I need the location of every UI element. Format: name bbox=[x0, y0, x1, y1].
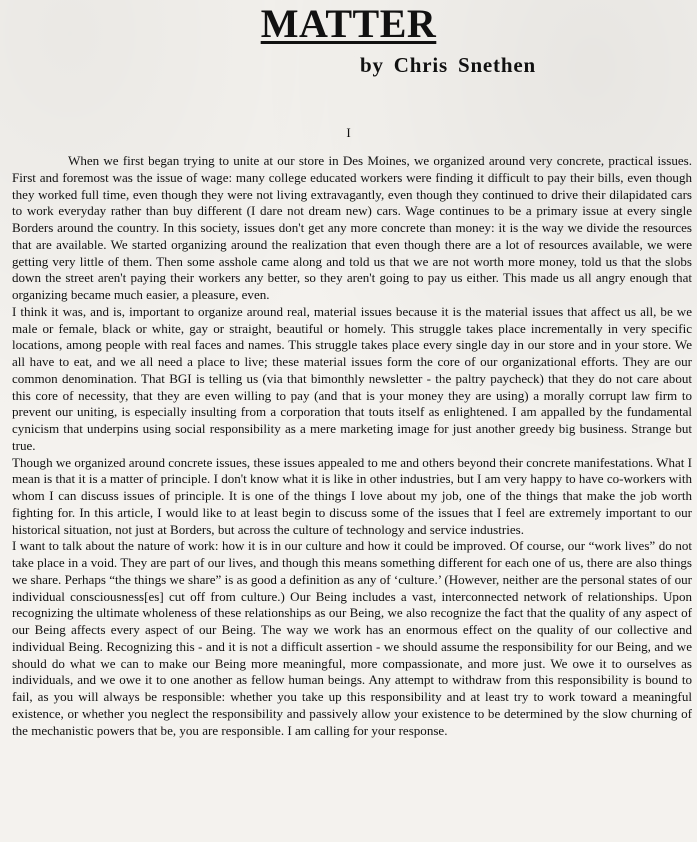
byline-by: by bbox=[360, 53, 384, 77]
byline bbox=[360, 52, 536, 78]
article-title-text: MATTER bbox=[260, 1, 437, 46]
article-title bbox=[0, 2, 697, 46]
paragraph-3: Though we organized around concrete issues, these issues appealed to me and others beyond their concrete manifestations. What I mean is that it is a matter of principle. I don't know what it is like in other industries, but I am very happy to have co-workers with whom I can discuss issues of principle. It is one of the things I love about my job, one of the things that make the job worth fighting for. In this article, I would like to at least begin to discuss some of the issues that I feel are extremely important to our historical situation, not just at Borders, but across the culture of technology and service industries. bbox=[12, 454, 692, 537]
author-first-name: Chris bbox=[393, 53, 448, 77]
section-number: I bbox=[346, 125, 351, 140]
paragraph-1: When we first began trying to unite at our store in Des Moines, we organized around very concrete, practical issues. First and foremost was the issue of wage: many college educated workers were finding it difficult to pay their bills, even though they worked full time, even though they were not living extravagantly, even though they continued to drive their dilapidated cars to work everyday rather than buy different (I dare not dream new) cars. Wage continues to be a primary issue at every single Borders around the country. In this society, issues don't get any more concrete than money: it is the way we divide the resources that are available. We started organizing around the realization that even though there are a lot of resources available, we were getting very little of them. Then some asshole came along and told us that we are not worth more money, told us that the slobs down the street aren't paying their workers any better, so they aren't going to pay us either. This made us all angry enough that organizing became much easier, a pleasure, even. bbox=[12, 153, 692, 302]
article-body bbox=[12, 153, 692, 739]
paragraph-2: I think it was, and is, important to organize around real, material issues because it is the material issues that affect us all, be we male or female, black or white, gay or straight, beautiful or homely. This struggle takes place incrementally in very specific locations, among people with real faces and names. This struggle takes place every single day in our store and in your store. We all have to eat, and we all need a place to live; these material issues form the core of our organizational efforts. They are our common denomination. That BGI is telling us (via that bimonthly newsletter - the paltry paycheck) that they do not care about this core of necessity, that they are even willing to pay (and that is your money they are using) a morally corrupt law firm to prevent our uniting, is especially insulting from a corporation that touts itself as enlightened. I am appalled by the fundamental cynicism that underpins using social responsibility as a mere marketing image for just another greedy big business. Strange but true. bbox=[12, 303, 692, 453]
paragraph-4: I want to talk about the nature of work: how it is in our culture and how it could be improved. Of course, our “work lives” do not take place in a void. They are part of our lives, and though this means something different for each one of us, there are also things we share. Perhaps “the things we share” is as good a definition as any of ‘culture.’ (However, neither are the personal states of our individual consciousness[es] cut off from culture.) Our Being includes a vast, interconnected network of relationships. Upon recognizing the ultimate wholeness of these relationships as our Being, we also recognize the fact that the quality of any aspect of our Being affects every aspect of our Being. The way we work has an enormous effect on the quality of our collective and individual Being. Recognizing this - and it is not a difficult assertion - we should assume the responsibility for our Being, and we should do what we can to make our Being more meaningful, more compassionate, and more just. We owe it to ourselves as individuals, and we owe it to one another as fellow human beings. Any attempt to withdraw from this responsibility is bound to fail, as you will always be responsible: whether you take up this responsibility and at least try to work toward a meaningful existence, or whether you neglect the responsibility and passively allow your existence to be determined by the slow churning of the mechanistic powers that be, you are responsible. I am calling for your response. bbox=[12, 538, 692, 738]
author-last-name: Snethen bbox=[457, 53, 536, 77]
